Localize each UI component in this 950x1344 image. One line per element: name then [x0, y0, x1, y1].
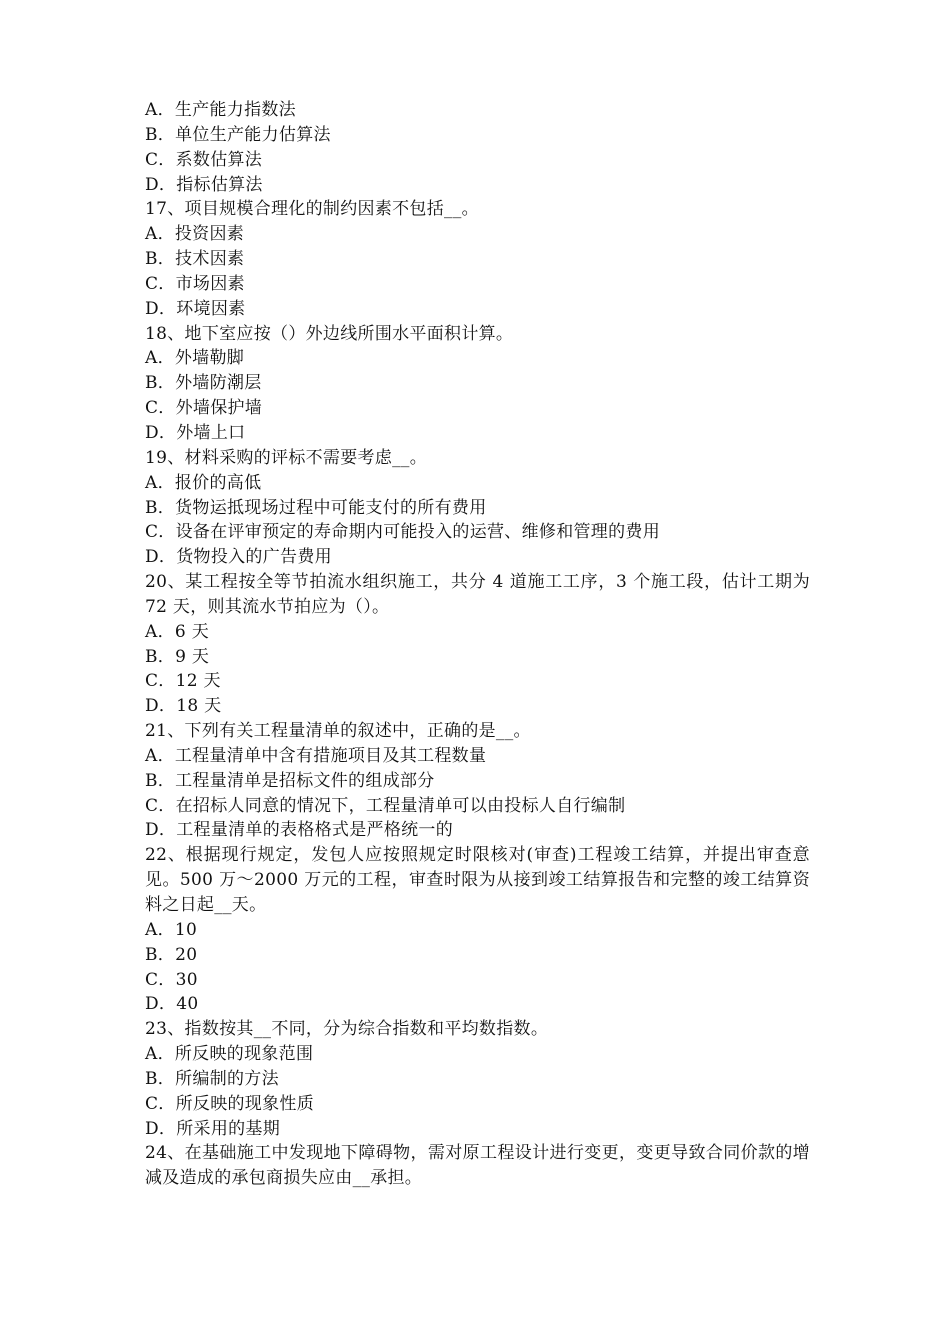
answer-option: B．技术因素	[145, 249, 245, 270]
answer-option: A．报价的高低	[145, 472, 262, 493]
answer-option: D．外墙上口	[145, 422, 246, 443]
answer-option: A．投资因素	[145, 224, 245, 245]
answer-option: A．生产能力指数法	[145, 100, 296, 120]
answer-option: A．6 天	[145, 621, 209, 642]
answer-option: A．10	[145, 919, 198, 940]
answer-option: A．工程量清单中含有措施项目及其工程数量	[145, 745, 487, 766]
answer-option: D．40	[145, 994, 199, 1015]
answer-option: B．工程量清单是招标文件的组成部分	[145, 770, 435, 791]
answer-option: D．环境因素	[145, 298, 246, 319]
question-text: 20、某工程按全等节拍流水组织施工，共分 4 道施工工序，3 个施工段，估计工期为 72 天，则其流水节拍应为（）。	[145, 572, 810, 617]
answer-option: D．工程量清单的表格格式是严格统一的	[145, 820, 454, 841]
answer-option: D．指标估算法	[145, 174, 263, 195]
answer-option: B．外墙防潮层	[145, 373, 262, 394]
question-text: 22、根据现行规定，发包人应按照规定时限核对(审查)工程竣工结算，并提出审查意见。500 万～2000 万元的工程，审查时限为从接到竣工结算报告和完整的竣工结算资料之日起__天。	[145, 845, 810, 915]
answer-option: D．货物投入的广告费用	[145, 547, 332, 568]
answer-option: B．所编制的方法	[145, 1068, 279, 1089]
answer-option: B．单位生产能力估算法	[145, 124, 331, 145]
answer-option: C．12 天	[145, 671, 221, 692]
answer-option: A．外墙勒脚	[145, 348, 245, 369]
answer-option: C．30	[145, 969, 198, 990]
question-text: 23、指数按其__不同，分为综合指数和平均数指数。	[145, 1019, 549, 1040]
answer-option: C．外墙保护墙	[145, 398, 263, 419]
answer-option: B．9 天	[145, 646, 210, 667]
document-page	[145, 98, 810, 1191]
question-text: 18、地下室应按（）外边线所围水平面积计算。	[145, 323, 514, 344]
answer-option: D．所采用的基期	[145, 1118, 281, 1139]
answer-option: C．所反映的现象性质	[145, 1093, 315, 1114]
answer-option: C．设备在评审预定的寿命期内可能投入的运营、维修和管理的费用	[145, 522, 661, 543]
answer-option: C．市场因素	[145, 273, 245, 294]
question-text: 17、项目规模合理化的制约因素不包括__。	[145, 199, 479, 220]
answer-option: A．所反映的现象范围	[145, 1044, 314, 1065]
answer-option: D．18 天	[145, 696, 222, 717]
question-text: 21、下列有关工程量清单的叙述中，正确的是__。	[145, 721, 531, 742]
question-text: 19、材料采购的评标不需要考虑__。	[145, 447, 428, 468]
question-text: 24、在基础施工中发现地下障碍物，需对原工程设计进行变更，变更导致合同价款的增减及造成的承包商损失应由__承担。	[145, 1143, 810, 1189]
answer-option: C．在招标人同意的情况下，工程量清单可以由投标人自行编制	[145, 795, 626, 816]
answer-option: C．系数估算法	[145, 149, 263, 170]
answer-option: B．20	[145, 944, 198, 965]
answer-option: B．货物运抵现场过程中可能支付的所有费用	[145, 497, 487, 518]
